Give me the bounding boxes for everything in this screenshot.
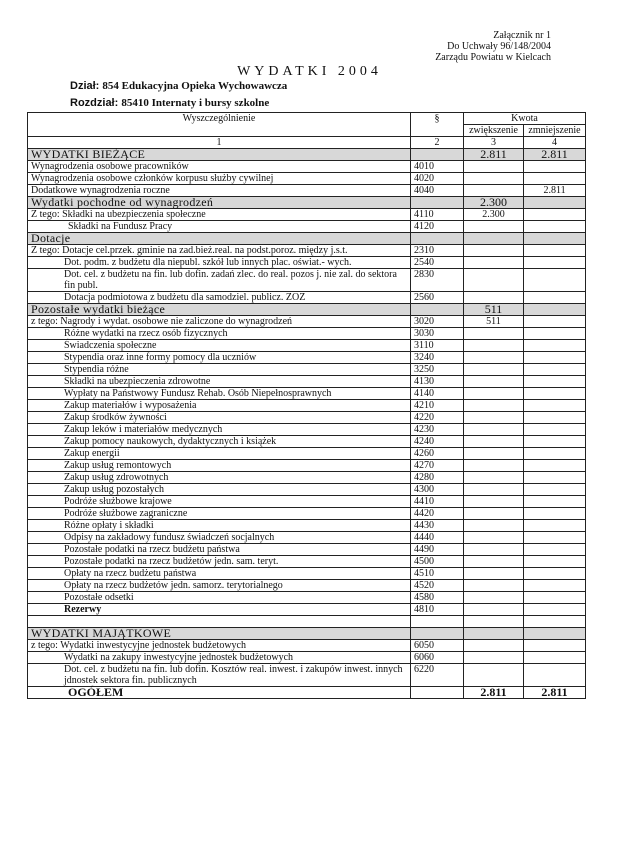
row-decrease [524, 173, 586, 185]
table-row [28, 257, 586, 269]
row-paragraph: 3110 [411, 340, 464, 352]
row-paragraph: 4810 [411, 604, 464, 616]
row-paragraph: 3240 [411, 352, 464, 364]
row-decrease [524, 496, 586, 508]
row-description: Podróże służbowe zagraniczne [28, 508, 411, 520]
row-decrease [524, 376, 586, 388]
section-row [28, 233, 586, 245]
row-decrease [524, 161, 586, 173]
row-increase [464, 604, 524, 616]
row-paragraph: 6060 [411, 652, 464, 664]
row-decrease [524, 352, 586, 364]
row-increase [464, 364, 524, 376]
table-row [28, 352, 586, 364]
row-decrease [524, 304, 586, 316]
table-row [28, 484, 586, 496]
row-increase [464, 484, 524, 496]
row-decrease [524, 508, 586, 520]
row-description: Pozostałe podatki na rzecz budżetu państwa [28, 544, 411, 556]
table-row [28, 412, 586, 424]
dzial-value: 854 Edukacyjna Opieka Wychowawcza [102, 80, 288, 92]
table-row [28, 173, 586, 185]
row-description: Wydatki na zakupy inwestycyjne jednostek budżetowych [28, 652, 411, 664]
row-paragraph: 4510 [411, 568, 464, 580]
row-increase [464, 221, 524, 233]
row-description: z tego: Wydatki inwestycyjne jednostek budżetowych [28, 640, 411, 652]
row-description: Zakup pomocy naukowych, dydaktycznych i książek [28, 436, 411, 448]
row-decrease [524, 436, 586, 448]
row-description: Stypendia oraz inne formy pomocy dla uczniów [28, 352, 411, 364]
row-description: Podróże służbowe krajowe [28, 496, 411, 508]
row-increase [464, 257, 524, 269]
table-row [28, 496, 586, 508]
row-paragraph: 2540 [411, 257, 464, 269]
section-row [28, 628, 586, 640]
row-decrease [524, 388, 586, 400]
row-increase [464, 448, 524, 460]
row-increase [464, 269, 524, 292]
table-row [28, 556, 586, 568]
row-description: Odpisy na zakładowy fundusz świadczeń socjalnych [28, 532, 411, 544]
table-row [28, 424, 586, 436]
row-decrease [524, 664, 586, 687]
row-decrease [524, 269, 586, 292]
row-decrease [524, 472, 586, 484]
row-description: Wydatki pochodne od wynagrodzeń [28, 197, 411, 209]
row-description: Z tego: Dotacje cel.przek. gminie na zad.bież.real. na podst.poroz. między j.s.t. [28, 245, 411, 257]
row-description: Dotacje [28, 233, 411, 245]
row-decrease [524, 520, 586, 532]
row-paragraph: 4240 [411, 436, 464, 448]
row-increase [464, 616, 524, 628]
row-decrease [524, 592, 586, 604]
row-increase [464, 233, 524, 245]
row-paragraph: 2560 [411, 292, 464, 304]
section-row [28, 149, 586, 161]
row-decrease: 2.811 [524, 149, 586, 161]
row-paragraph: 4280 [411, 472, 464, 484]
row-decrease [524, 544, 586, 556]
row-paragraph: 4040 [411, 185, 464, 197]
row-paragraph [411, 149, 464, 161]
row-description: WYDATKI BIEŻĄCE [28, 149, 411, 161]
row-description: Wypłaty na Państwowy Fundusz Rehab. Osób Niepełnosprawnych [28, 388, 411, 400]
row-increase [464, 592, 524, 604]
row-paragraph [411, 197, 464, 209]
table-row [28, 664, 586, 687]
row-decrease [524, 412, 586, 424]
row-description: Opłaty na rzecz budżetów jedn. samorz. terytorialnego [28, 580, 411, 592]
row-paragraph: 4020 [411, 173, 464, 185]
attachment-line: Zarządu Powiatu w Kielcach [435, 52, 551, 63]
row-decrease [524, 604, 586, 616]
table-row [28, 161, 586, 173]
header-num-2: 2 [411, 137, 464, 149]
row-description: Zakup materiałów i wyposażenia [28, 400, 411, 412]
dzial-line [70, 80, 287, 92]
row-paragraph: 4230 [411, 424, 464, 436]
row-paragraph: 4500 [411, 556, 464, 568]
row-decrease [524, 221, 586, 233]
table-row [28, 364, 586, 376]
table-row [28, 544, 586, 556]
rozdzial-line [70, 97, 269, 109]
row-paragraph [411, 304, 464, 316]
row-decrease [524, 400, 586, 412]
row-increase: 2.811 [464, 149, 524, 161]
row-increase [464, 424, 524, 436]
row-increase: 2.300 [464, 197, 524, 209]
row-increase [464, 352, 524, 364]
row-decrease [524, 448, 586, 460]
row-paragraph: 4410 [411, 496, 464, 508]
row-paragraph: 6050 [411, 640, 464, 652]
row-decrease [524, 652, 586, 664]
header-num-3: 3 [464, 137, 524, 149]
table-row [28, 532, 586, 544]
table-row [28, 652, 586, 664]
row-decrease: 2.811 [524, 185, 586, 197]
row-description: OGÓŁEM [28, 687, 411, 699]
row-description: Składki na Fundusz Pracy [28, 221, 411, 233]
row-increase [464, 472, 524, 484]
row-increase [464, 460, 524, 472]
row-paragraph: 4430 [411, 520, 464, 532]
row-paragraph: 4210 [411, 400, 464, 412]
row-paragraph: 6220 [411, 664, 464, 687]
row-description: Stypendia różne [28, 364, 411, 376]
table-row [28, 388, 586, 400]
row-description: Pozostałe podatki na rzecz budżetów jedn. sam. teryt. [28, 556, 411, 568]
row-paragraph: 3250 [411, 364, 464, 376]
row-decrease [524, 532, 586, 544]
row-decrease [524, 245, 586, 257]
table-row [28, 472, 586, 484]
table-row [28, 209, 586, 221]
row-description: WYDATKI MAJĄTKOWE [28, 628, 411, 640]
header-kwota: Kwota [464, 113, 586, 125]
row-paragraph: 4300 [411, 484, 464, 496]
table-row [28, 340, 586, 352]
row-increase [464, 556, 524, 568]
section-row [28, 197, 586, 209]
row-description: Zakup energii [28, 448, 411, 460]
row-decrease [524, 556, 586, 568]
row-increase [464, 568, 524, 580]
row-increase [464, 544, 524, 556]
table-row [28, 376, 586, 388]
row-increase [464, 173, 524, 185]
row-paragraph [411, 687, 464, 699]
dzial-label: Dział: [70, 80, 100, 92]
header-description: Wyszczególnienie [28, 113, 411, 137]
row-increase [464, 580, 524, 592]
row-decrease [524, 292, 586, 304]
row-decrease [524, 340, 586, 352]
row-paragraph [411, 628, 464, 640]
table-row [28, 592, 586, 604]
row-decrease [524, 257, 586, 269]
row-increase [464, 652, 524, 664]
row-paragraph: 4420 [411, 508, 464, 520]
expenditure-table [27, 112, 586, 699]
row-paragraph: 3020 [411, 316, 464, 328]
row-paragraph: 4120 [411, 221, 464, 233]
row-decrease [524, 460, 586, 472]
row-paragraph: 4270 [411, 460, 464, 472]
rozdzial-value: 85410 Internaty i bursy szkolne [121, 97, 270, 109]
table-row [28, 448, 586, 460]
row-description: Świadczenia społeczne [28, 340, 411, 352]
row-increase [464, 436, 524, 448]
table-row [28, 580, 586, 592]
row-description: Rezerwy [28, 604, 411, 616]
row-description: Składki na ubezpieczenia zdrowotne [28, 376, 411, 388]
row-paragraph: 4520 [411, 580, 464, 592]
row-increase [464, 340, 524, 352]
row-decrease [524, 640, 586, 652]
row-decrease [524, 580, 586, 592]
row-description: Dodatkowe wynagrodzenia roczne [28, 185, 411, 197]
row-description: Wynagrodzenia osobowe członków korpusu służby cywilnej [28, 173, 411, 185]
row-paragraph: 4490 [411, 544, 464, 556]
table-row [28, 328, 586, 340]
row-description: Pozostałe odsetki [28, 592, 411, 604]
row-increase [464, 640, 524, 652]
row-decrease [524, 616, 586, 628]
row-increase [464, 628, 524, 640]
row-description: Różne wydatki na rzecz osób fizycznych [28, 328, 411, 340]
row-description: Zakup usług remontowych [28, 460, 411, 472]
attachment-line: Do Uchwały 96/148/2004 [447, 41, 551, 52]
row-decrease [524, 484, 586, 496]
row-description: Dot. cel. z budżetu na fin. lub dofin. zadań zlec. do real. pozos j. nie zal. do sektora fin publ. [28, 269, 411, 292]
row-description: Zakup leków i materiałów medycznych [28, 424, 411, 436]
row-description: Dotacja podmiotowa z budżetu dla samodziel. publicz. ZOZ [28, 292, 411, 304]
row-increase [464, 388, 524, 400]
row-paragraph: 2830 [411, 269, 464, 292]
header-row [28, 113, 586, 125]
row-description: Pozostałe wydatki bieżące [28, 304, 411, 316]
table-row [28, 436, 586, 448]
row-description: Zakup usług zdrowotnych [28, 472, 411, 484]
table-row [28, 508, 586, 520]
table-row [28, 269, 586, 292]
table-row [28, 640, 586, 652]
row-increase [464, 532, 524, 544]
row-description: Zakup usług pozostałych [28, 484, 411, 496]
row-description: Z tego: Składki na ubezpieczenia społeczne [28, 209, 411, 221]
table-row [28, 400, 586, 412]
row-increase [464, 412, 524, 424]
row-increase [464, 520, 524, 532]
row-increase [464, 245, 524, 257]
row-paragraph [411, 233, 464, 245]
row-description: Zakup środków żywności [28, 412, 411, 424]
row-paragraph [411, 616, 464, 628]
row-increase: 2.300 [464, 209, 524, 221]
header-num-1: 1 [28, 137, 411, 149]
row-decrease [524, 233, 586, 245]
row-increase [464, 161, 524, 173]
row-decrease [524, 364, 586, 376]
table-row [28, 460, 586, 472]
total-row [28, 687, 586, 699]
row-paragraph: 4580 [411, 592, 464, 604]
attachment-line: Załącznik nr 1 [493, 30, 551, 41]
row-description: Różne opłaty i składki [28, 520, 411, 532]
page-title: WYDATKI 2004 [237, 64, 382, 79]
rozdzial-label: Rozdział: [70, 97, 119, 109]
row-description: Dot. podm. z budżetu dla niepubl. szkół lub innych plac. oświat.- wych. [28, 257, 411, 269]
row-description: z tego: Nagrody i wydat. osobowe nie zaliczone do wynagrodzeń [28, 316, 411, 328]
row-increase [464, 496, 524, 508]
header-num-4: 4 [524, 137, 586, 149]
table-row [28, 221, 586, 233]
table-row [28, 245, 586, 257]
row-increase [464, 508, 524, 520]
row-decrease [524, 316, 586, 328]
row-increase: 511 [464, 304, 524, 316]
row-paragraph: 4140 [411, 388, 464, 400]
row-paragraph: 4010 [411, 161, 464, 173]
row-paragraph: 2310 [411, 245, 464, 257]
row-increase [464, 328, 524, 340]
table-row [28, 316, 586, 328]
row-paragraph: 4440 [411, 532, 464, 544]
row-increase: 511 [464, 316, 524, 328]
row-increase [464, 664, 524, 687]
row-description: Wynagrodzenia osobowe pracowników [28, 161, 411, 173]
row-increase [464, 376, 524, 388]
table-row [28, 520, 586, 532]
row-paragraph: 4220 [411, 412, 464, 424]
row-increase: 2.811 [464, 687, 524, 699]
row-description: Dot. cel. z budżetu na fin. lub dofin. Kosztów real. inwest. i zakupów inwest. innych jdnostek sektora fin. publicznych [28, 664, 411, 687]
row-paragraph: 4130 [411, 376, 464, 388]
row-paragraph: 3030 [411, 328, 464, 340]
row-paragraph: 4260 [411, 448, 464, 460]
section-row [28, 304, 586, 316]
row-paragraph: 4110 [411, 209, 464, 221]
row-decrease [524, 568, 586, 580]
row-decrease [524, 424, 586, 436]
row-decrease [524, 328, 586, 340]
header-decrease: zmniejszenie [524, 125, 586, 137]
row-decrease [524, 628, 586, 640]
row-description: Opłaty na rzecz budżetu państwa [28, 568, 411, 580]
header-paragraph: § [411, 113, 464, 137]
row-decrease [524, 197, 586, 209]
attachment-note [435, 30, 551, 63]
row-increase [464, 400, 524, 412]
table-row [28, 568, 586, 580]
table-row [28, 604, 586, 616]
row-decrease [524, 209, 586, 221]
header-increase: zwiększenie [464, 125, 524, 137]
row-decrease: 2.811 [524, 687, 586, 699]
